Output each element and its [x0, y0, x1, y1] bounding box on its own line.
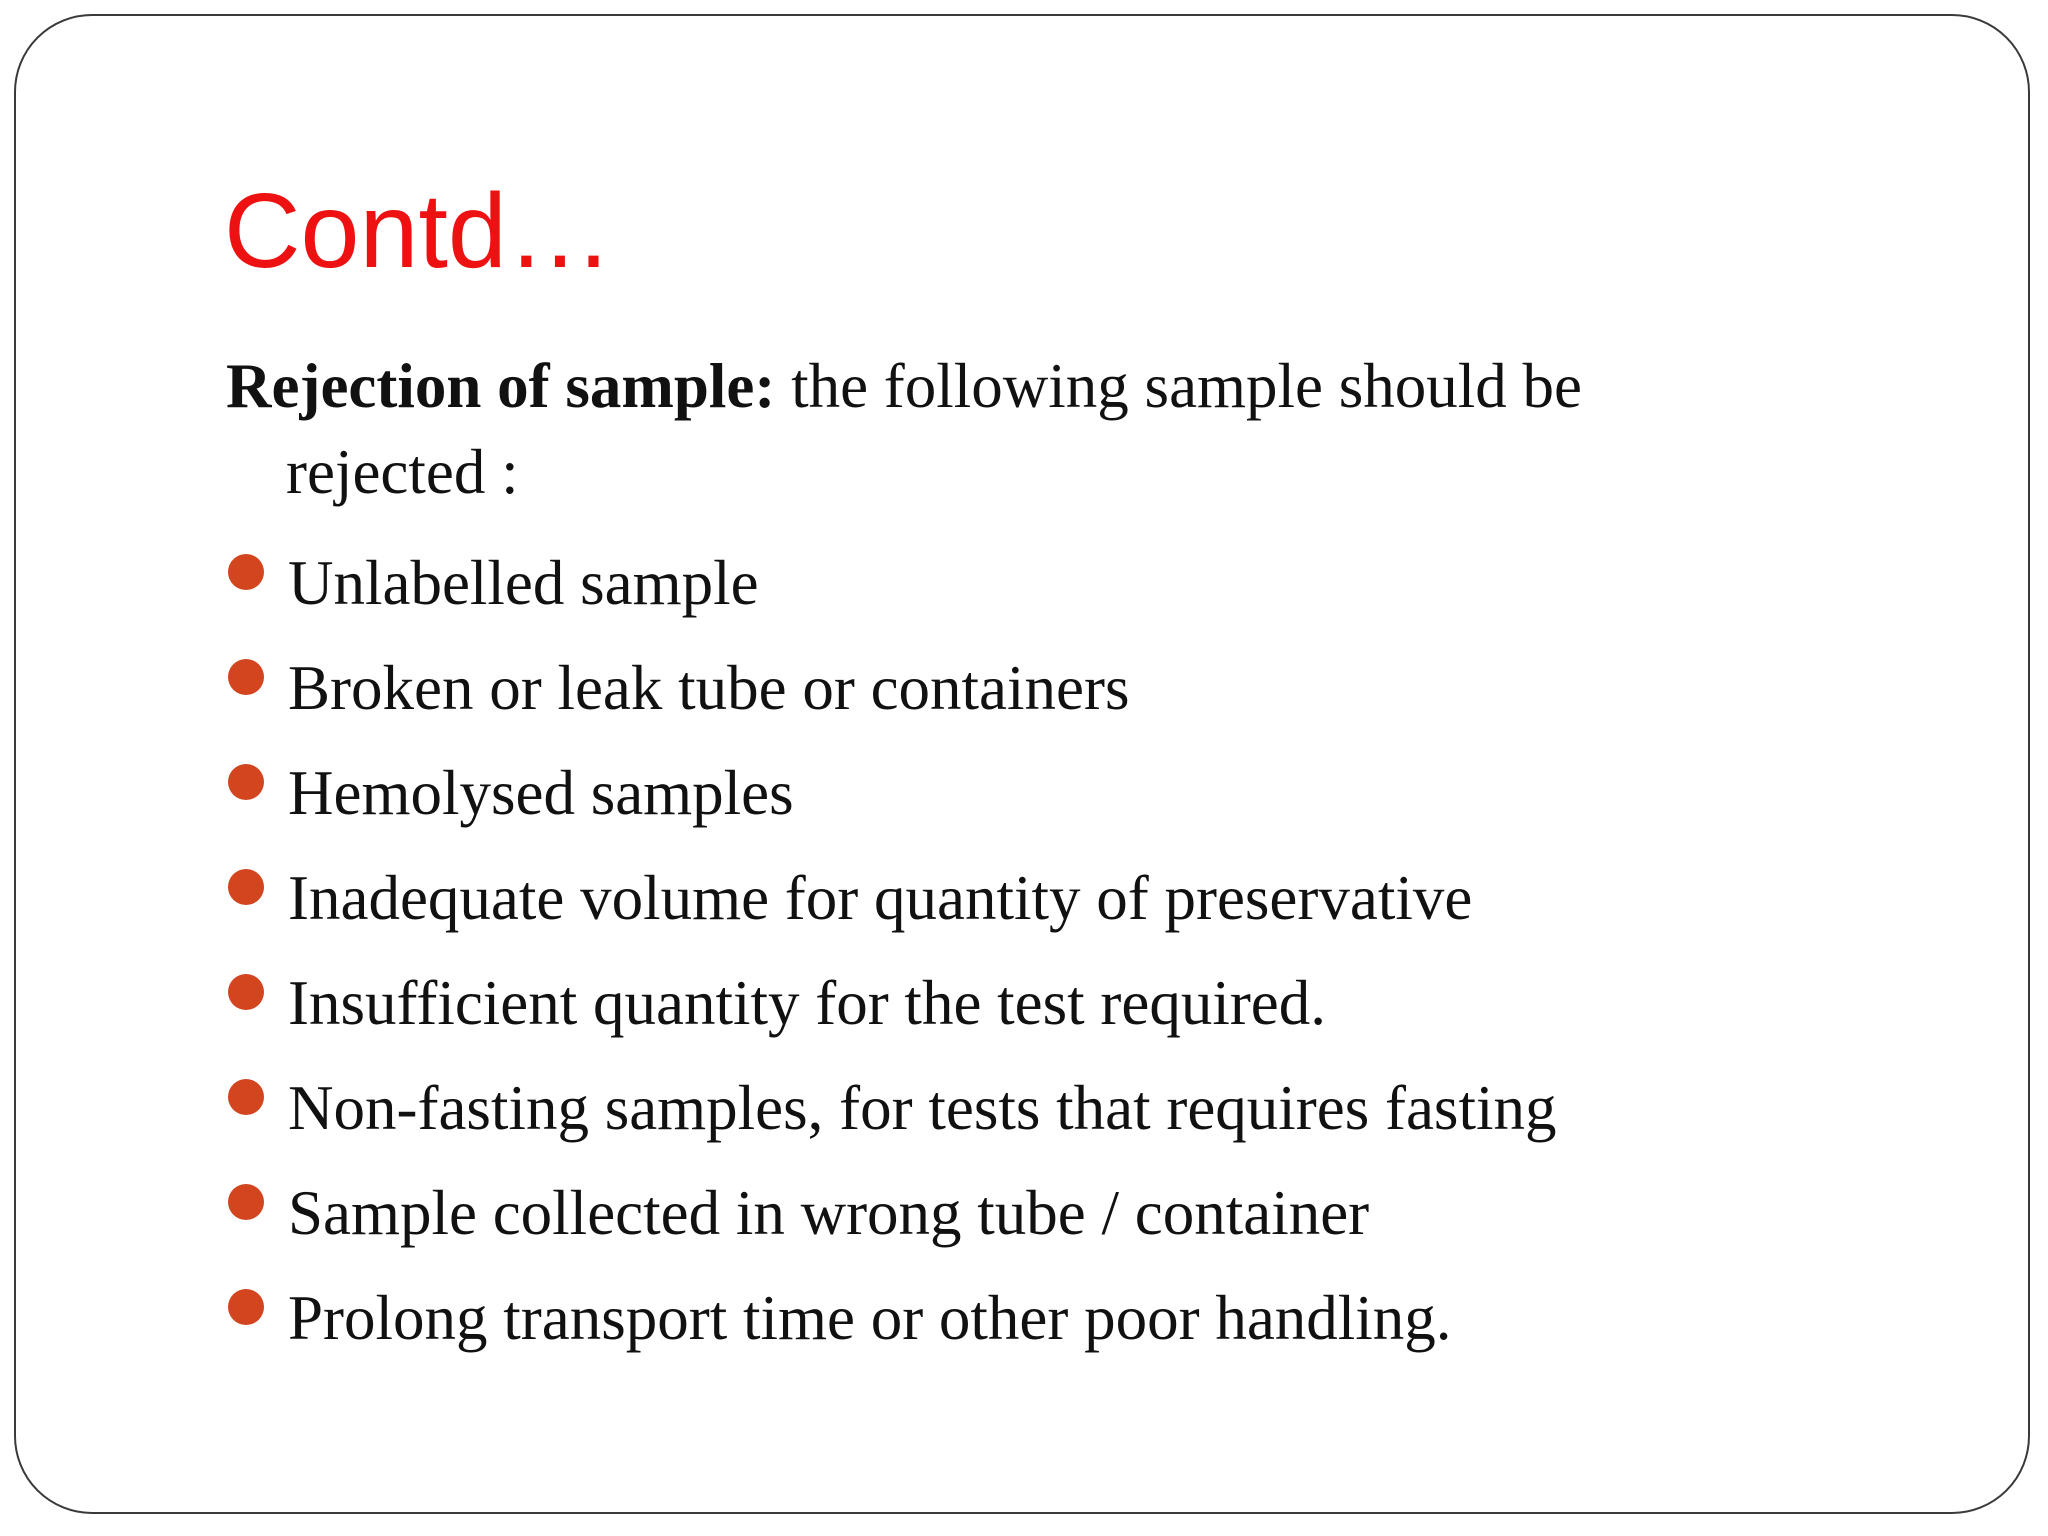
bullet-dot-icon [228, 554, 264, 590]
slide-title: Contd… [224, 172, 613, 290]
bullet-dot-icon [228, 764, 264, 800]
bullet-dot-icon [228, 974, 264, 1010]
bullet-text: Unlabelled sample [288, 548, 759, 618]
bullet-item [226, 540, 1556, 645]
bullet-item [226, 1275, 1556, 1380]
bullet-text: Inadequate volume for quantity of preservative [288, 863, 1473, 933]
bullet-text: Insufficient quantity for the test required. [288, 968, 1327, 1038]
bullet-item [226, 960, 1556, 1065]
bullet-text: Hemolysed samples [288, 758, 794, 828]
bullet-text: Prolong transport time or other poor handling. [288, 1283, 1452, 1353]
bullet-item [226, 645, 1556, 750]
bullet-item [226, 855, 1556, 960]
bullet-item [226, 750, 1556, 855]
intro-line-1 [226, 343, 1786, 429]
bullet-item [226, 1170, 1556, 1275]
intro-paragraph [226, 343, 1786, 515]
intro-text-line-2: rejected : [286, 437, 519, 507]
bullet-dot-icon [228, 659, 264, 695]
bullet-text: Broken or leak tube or containers [288, 653, 1130, 723]
bullet-item [226, 1065, 1556, 1170]
intro-text-line-1: the following sample should be [775, 351, 1582, 421]
bullet-dot-icon [228, 1079, 264, 1115]
bullet-dot-icon [228, 1289, 264, 1325]
bullet-text: Sample collected in wrong tube / container [288, 1178, 1370, 1248]
bullet-text: Non-fasting samples, for tests that requires fasting [288, 1073, 1557, 1143]
bullet-dot-icon [228, 869, 264, 905]
intro-bold-label: Rejection of sample: [226, 351, 776, 421]
bullet-list [226, 540, 1556, 1380]
bullet-dot-icon [228, 1184, 264, 1220]
